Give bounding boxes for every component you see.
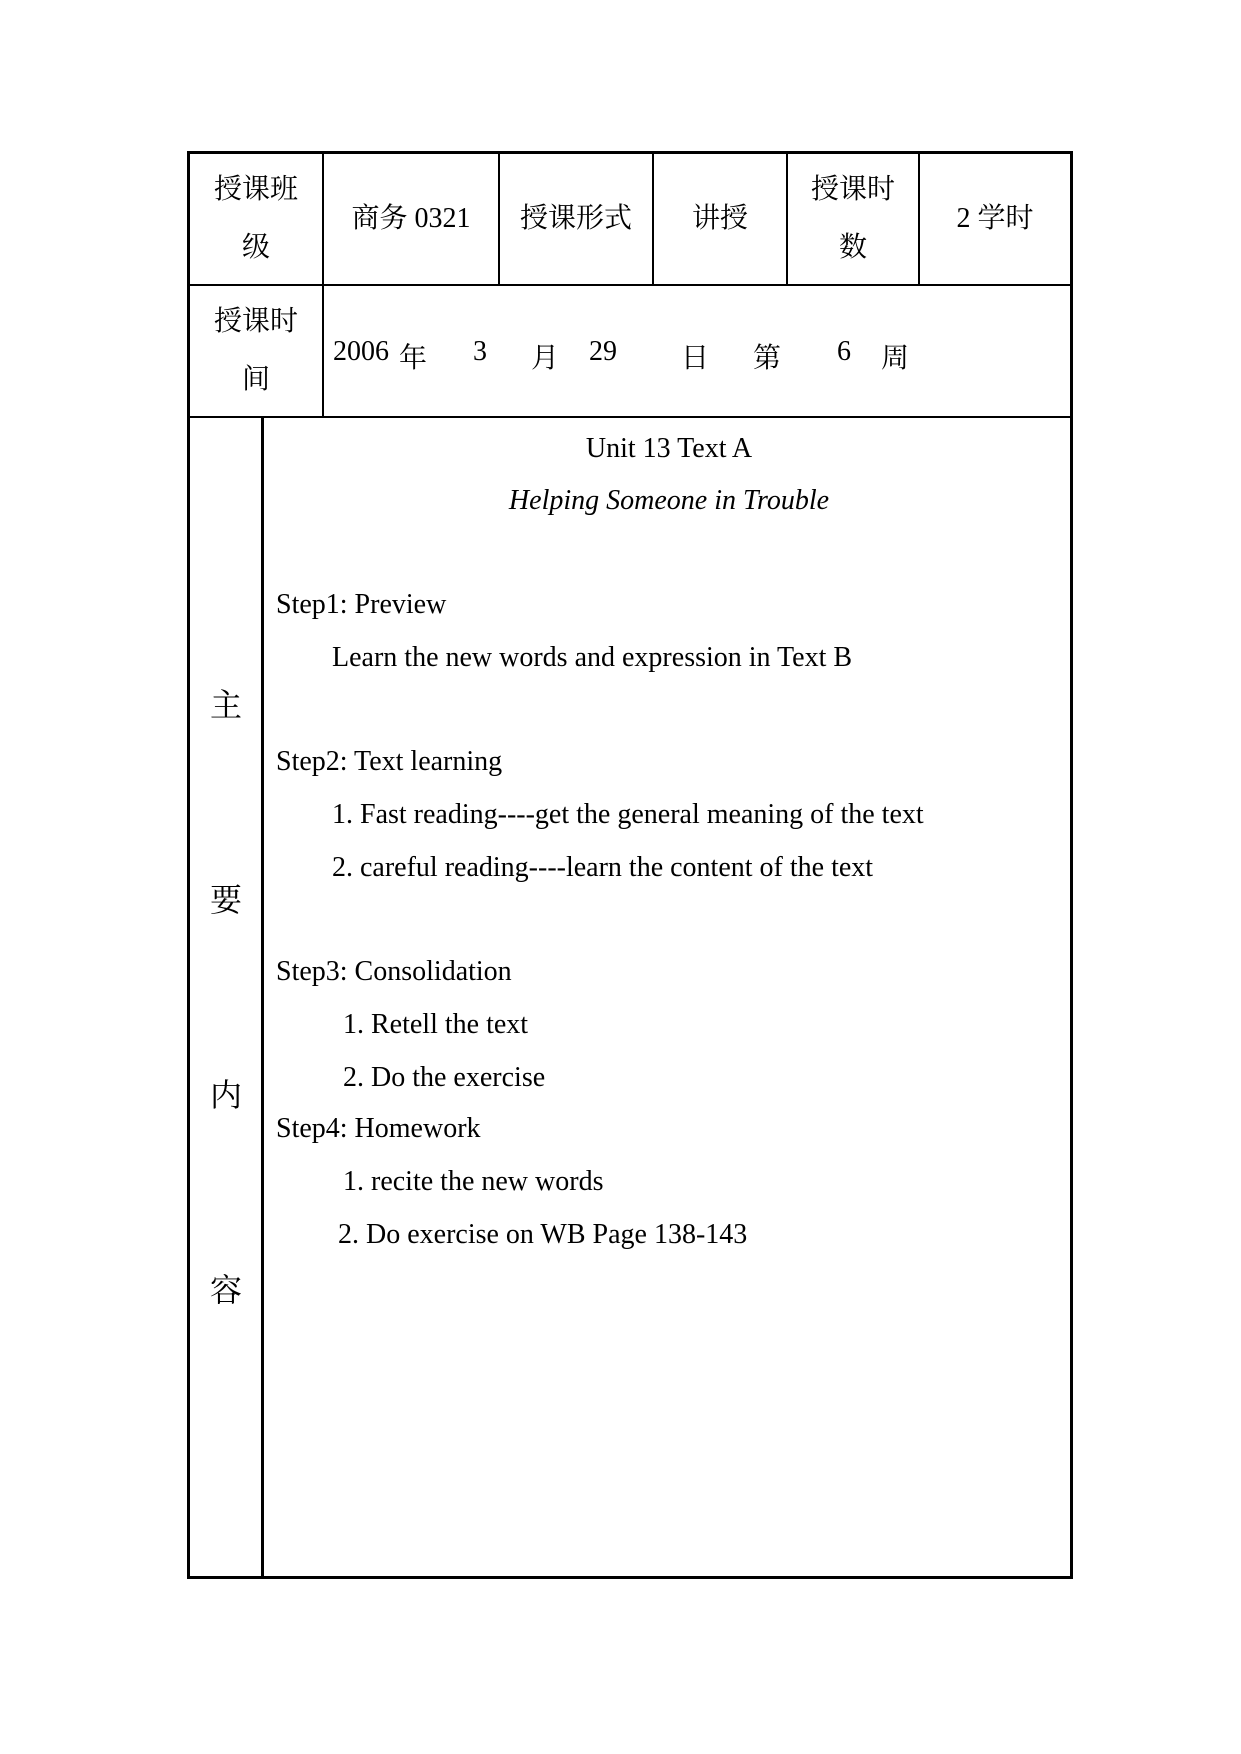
class-label-line-2: 级 <box>241 232 270 263</box>
date-week-prefix: 第 <box>753 343 782 374</box>
form-label: 授课形式 <box>519 203 632 234</box>
side-label-char-3: 内 <box>210 1077 243 1113</box>
date-month-unit: 月 <box>531 343 560 374</box>
hours-label-line-2: 数 <box>838 232 867 263</box>
hours-value: 2 学时 <box>956 203 1034 234</box>
step2-heading: Step2: Text learning <box>276 746 503 777</box>
step4-item-1: 1. recite the new words <box>343 1166 604 1197</box>
side-label-char-2: 要 <box>210 882 243 918</box>
step1-heading: Step1: Preview <box>276 589 447 620</box>
date-label-line-2: 间 <box>241 364 270 395</box>
class-label-cell <box>190 154 322 284</box>
step3-heading: Step3: Consolidation <box>276 956 512 987</box>
date-day: 29 <box>589 336 617 367</box>
unit-title: Unit 13 Text A <box>585 433 753 464</box>
date-label-line-1: 授课时 <box>213 306 298 337</box>
row-divider-2 <box>187 416 1073 418</box>
step4-heading: Step4: Homework <box>276 1113 481 1144</box>
date-year-unit: 年 <box>399 343 428 374</box>
side-label-char-1: 主 <box>210 687 243 723</box>
date-week-unit: 周 <box>881 343 910 374</box>
step3-item-1: 1. Retell the text <box>343 1009 529 1040</box>
step2-item-2: 2. careful reading----learn the content of the text <box>332 852 874 883</box>
form-value: 讲授 <box>691 203 748 234</box>
date-year: 2006 <box>333 336 389 367</box>
date-label-cell <box>190 286 322 416</box>
date-week: 6 <box>837 336 851 367</box>
step1-item: Learn the new words and expression in Text B <box>332 642 853 673</box>
text-subtitle: Helping Someone in Trouble <box>508 485 830 516</box>
side-label-char-4: 容 <box>210 1272 243 1308</box>
step3-item-2: 2. Do the exercise <box>343 1062 546 1093</box>
step4-item-2: 2. Do exercise on WB Page 138-143 <box>338 1219 748 1250</box>
side-divider <box>261 417 264 1578</box>
date-day-unit: 日 <box>681 343 710 374</box>
class-value: 商务 0321 <box>351 203 471 234</box>
hours-label-line-1: 授课时 <box>810 174 895 205</box>
class-label-line-1: 授课班 <box>213 174 298 205</box>
hours-label-cell <box>788 154 918 284</box>
step2-item-1: 1. Fast reading----get the general meaning of the text <box>332 799 924 830</box>
date-month: 3 <box>473 336 487 367</box>
